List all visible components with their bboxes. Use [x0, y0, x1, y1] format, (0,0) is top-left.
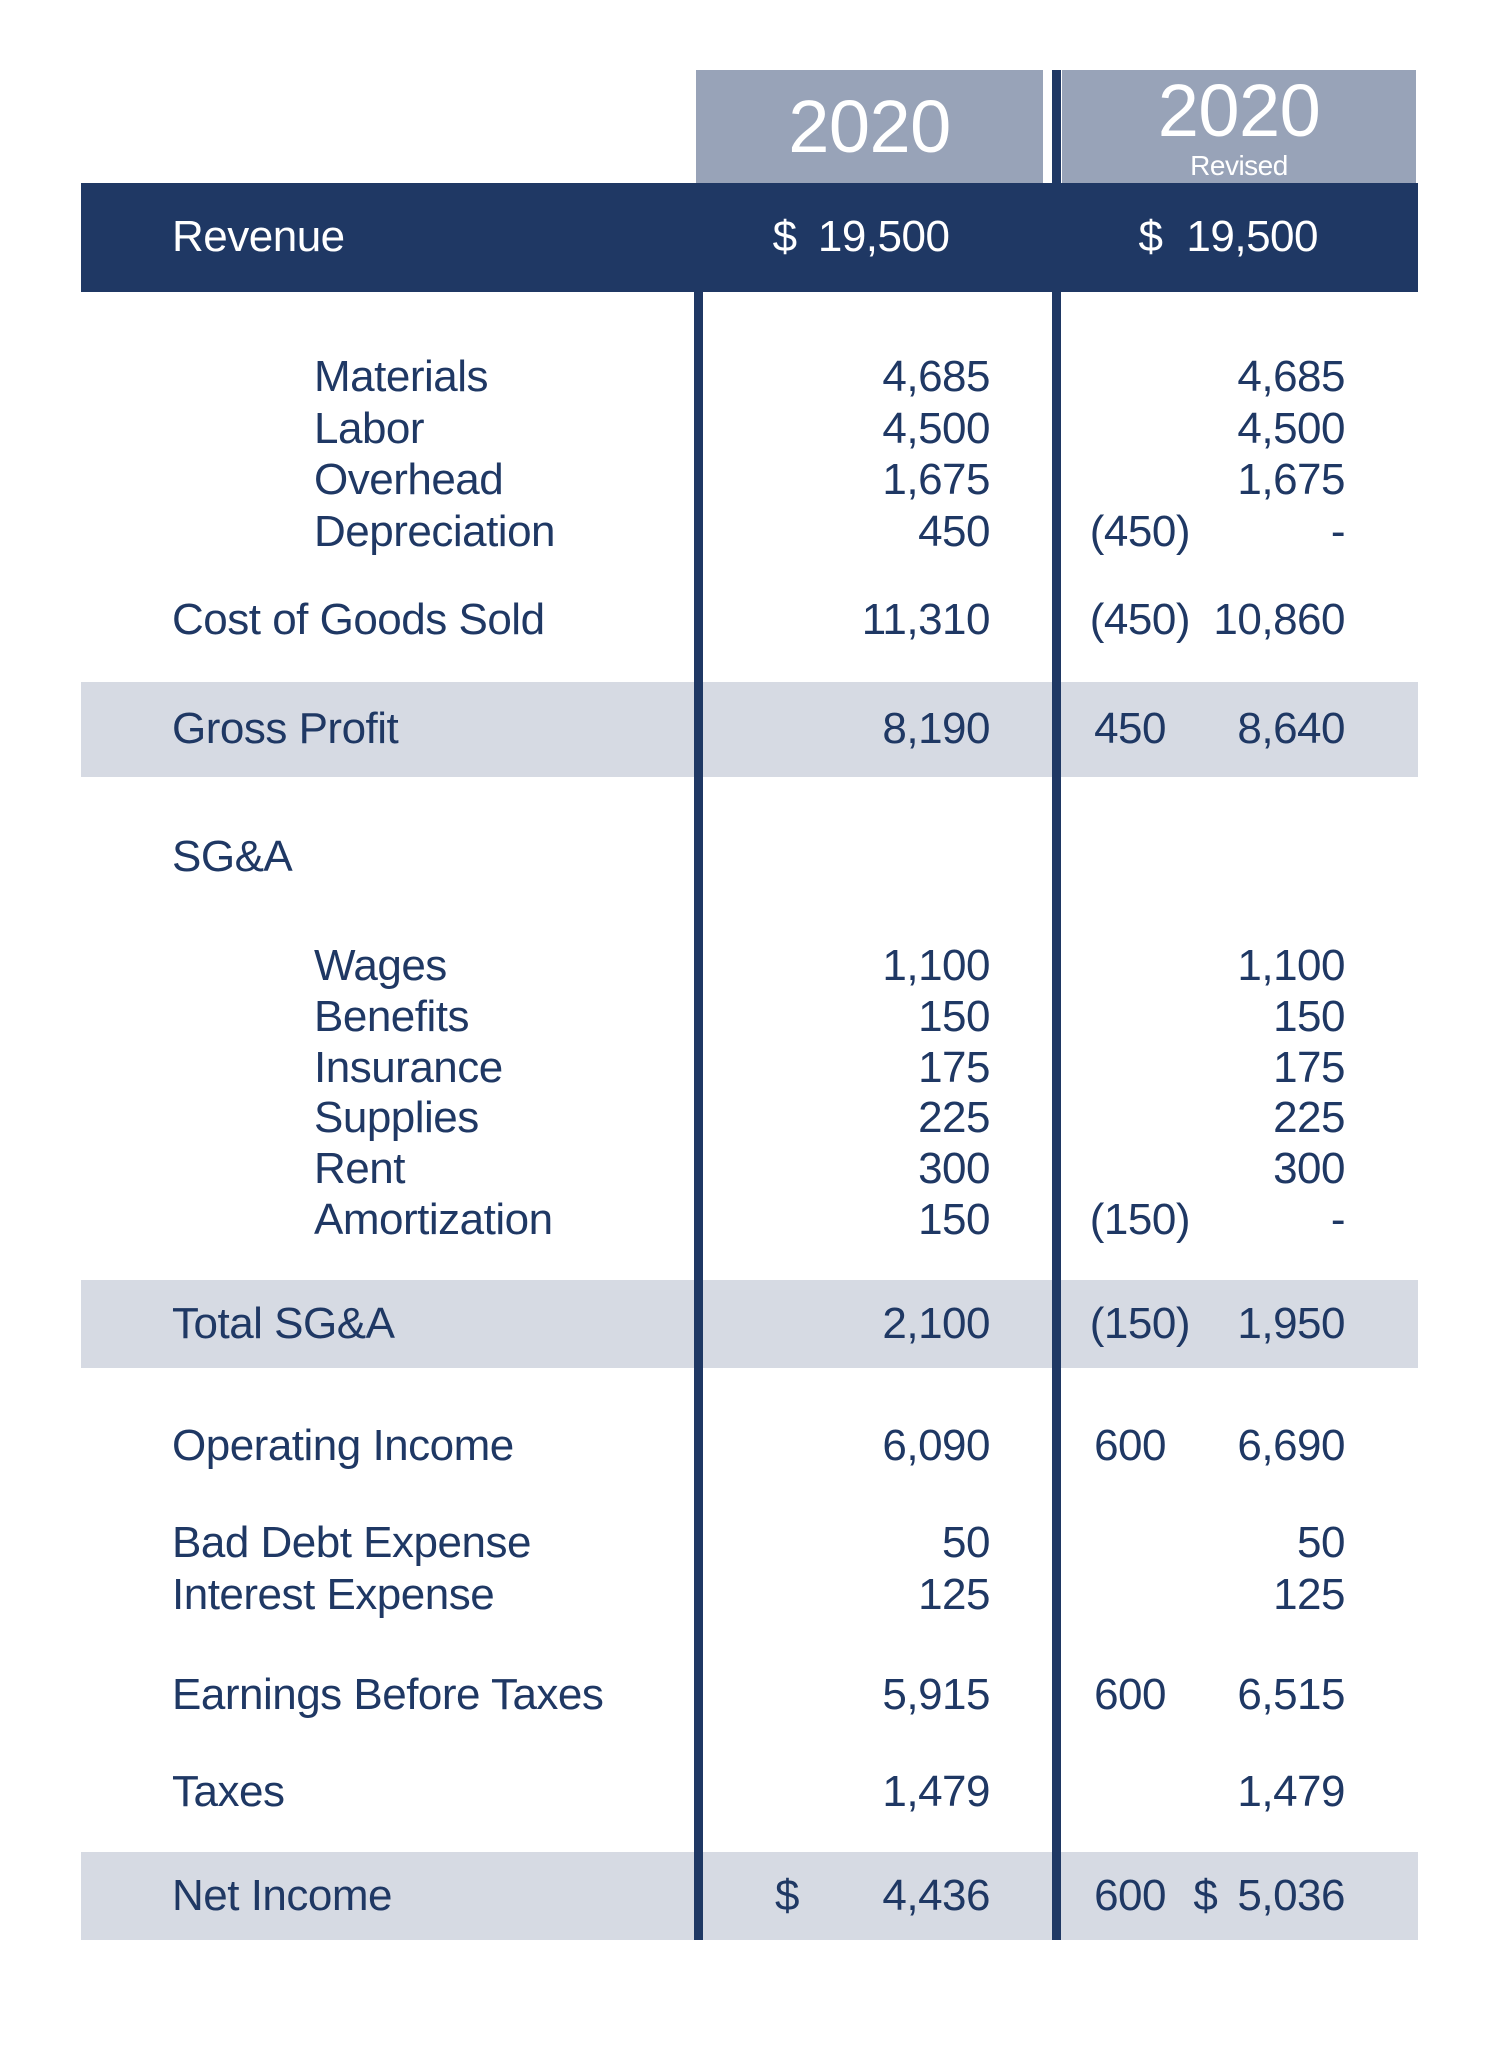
- value-2020: [703, 992, 1052, 1042]
- table-row: [81, 351, 1418, 403]
- amount: 11,310: [861, 595, 990, 644]
- amount: 8,640: [1237, 704, 1345, 753]
- amount: 150: [918, 992, 990, 1041]
- value-2020: [703, 455, 1052, 505]
- value-2020: [703, 1144, 1052, 1194]
- value-revised: [1048, 212, 1418, 262]
- column-header-2020-revised: [1062, 70, 1416, 183]
- table-row-sga-header: [81, 831, 1418, 883]
- amount: 225: [918, 1093, 990, 1142]
- adjustment: 450: [1094, 704, 1166, 753]
- row-label: Rent: [314, 1144, 405, 1193]
- amount: 50: [1297, 1518, 1345, 1567]
- value-revised: [1052, 1871, 1418, 1921]
- value-revised: [1052, 352, 1418, 402]
- table-row: [81, 1092, 1418, 1144]
- adjustment: 600: [1094, 1871, 1166, 1920]
- amount: 1,479: [882, 1767, 990, 1816]
- table-row: [81, 991, 1418, 1043]
- amount: 1,100: [1237, 941, 1345, 990]
- adjustment: 600: [1094, 1670, 1166, 1719]
- table-row: [81, 1766, 1418, 1818]
- amount: 125: [1273, 1570, 1345, 1619]
- table-row-earnings-before-taxes: [81, 1669, 1418, 1721]
- value-revised: [1052, 1767, 1418, 1817]
- row-label: Labor: [314, 404, 425, 453]
- column-header-revised-sublabel: Revised: [1190, 149, 1288, 181]
- column-header-2020-label: 2020: [788, 84, 951, 168]
- row-label: Amortization: [314, 1195, 553, 1244]
- adjustment: (150): [1089, 1195, 1190, 1244]
- value-2020: [703, 352, 1052, 402]
- amount: 19,500: [1186, 212, 1318, 261]
- amount: 450: [918, 507, 990, 556]
- value-2020: [703, 1043, 1052, 1093]
- currency-symbol: $: [772, 212, 797, 261]
- value-revised: [1052, 1299, 1418, 1349]
- row-label: Revenue: [172, 212, 345, 261]
- adjustment: 600: [1094, 1421, 1166, 1470]
- value-2020: [703, 1195, 1052, 1245]
- table-row: [81, 1042, 1418, 1094]
- amount: -: [1330, 1195, 1345, 1244]
- row-label: Overhead: [314, 455, 504, 504]
- row-label: Materials: [314, 352, 488, 401]
- row-label: Total SG&A: [172, 1299, 395, 1348]
- table-row-operating-income: [81, 1420, 1418, 1472]
- amount: 50: [942, 1518, 990, 1567]
- table-row: [81, 940, 1418, 992]
- value-revised: [1052, 1043, 1418, 1093]
- value-2020: [703, 1421, 1052, 1471]
- value-2020: [703, 595, 1052, 645]
- amount: 6,515: [1237, 1670, 1345, 1719]
- value-revised: [1052, 1144, 1418, 1194]
- amount: 4,500: [882, 404, 990, 453]
- table-row-revenue: [81, 211, 1418, 263]
- currency-symbol: $: [1138, 212, 1163, 261]
- value-revised: [1052, 1195, 1418, 1245]
- amount: [1190, 1871, 1418, 1921]
- amount-number: 5,036: [1237, 1871, 1345, 1920]
- value-2020: [703, 1518, 1052, 1568]
- table-row: [81, 403, 1418, 455]
- value-revised: [1052, 1518, 1418, 1568]
- amount: 19,500: [817, 212, 950, 261]
- table-row: [81, 1143, 1418, 1195]
- amount: 175: [918, 1043, 990, 1092]
- amount: 300: [1273, 1144, 1345, 1193]
- row-label: Taxes: [172, 1767, 285, 1816]
- row-label: Depreciation: [314, 507, 556, 556]
- value-revised: [1052, 404, 1418, 454]
- value-revised: [1052, 704, 1418, 754]
- column-header-2020: [696, 70, 1043, 183]
- amount: 8,190: [882, 704, 990, 753]
- row-label: Earnings Before Taxes: [172, 1670, 604, 1719]
- value-revised: [1052, 507, 1418, 557]
- row-label: Bad Debt Expense: [172, 1518, 531, 1567]
- amount: 175: [1273, 1043, 1345, 1092]
- row-label: Insurance: [314, 1043, 503, 1092]
- row-label: Cost of Goods Sold: [172, 595, 545, 644]
- column-header-revised-label: 2020: [1157, 68, 1321, 152]
- value-2020: [703, 507, 1052, 557]
- value-2020: [703, 704, 1052, 754]
- value-revised: [1052, 1093, 1418, 1143]
- amount: 6,690: [1237, 1421, 1345, 1470]
- amount: 150: [918, 1195, 990, 1244]
- row-label: Interest Expense: [172, 1570, 495, 1619]
- table-row-total-sga: [81, 1298, 1418, 1350]
- row-label: Operating Income: [172, 1421, 514, 1470]
- value-revised: [1052, 1421, 1418, 1471]
- table-row: [81, 594, 1418, 646]
- amount: 1,479: [1237, 1767, 1345, 1816]
- amount: 2,100: [882, 1299, 990, 1348]
- currency-symbol: $: [1193, 1871, 1218, 1920]
- amount: 4,685: [882, 352, 990, 401]
- value-revised: [1052, 455, 1418, 505]
- amount: 300: [918, 1144, 990, 1193]
- value-revised: [1052, 992, 1418, 1042]
- row-label: Gross Profit: [172, 704, 399, 753]
- table-row-net-income: [81, 1870, 1418, 1922]
- amount: 1,950: [1237, 1299, 1345, 1348]
- adjustment: (150): [1089, 1299, 1190, 1348]
- amount: 225: [1273, 1093, 1345, 1142]
- table-row: [81, 1517, 1418, 1569]
- table-row-gross-profit: [81, 703, 1418, 755]
- row-label: Benefits: [314, 992, 469, 1041]
- value-revised: [1052, 1570, 1418, 1620]
- table-row: [81, 1569, 1418, 1621]
- row-label: Net Income: [172, 1871, 392, 1920]
- row-label: Wages: [314, 941, 447, 990]
- amount: 1,675: [1237, 455, 1345, 504]
- amount: 1,100: [882, 941, 990, 990]
- value-2020: [703, 941, 1052, 991]
- amount: 4,685: [1237, 352, 1345, 401]
- amount: 150: [1273, 992, 1345, 1041]
- adjustment: (450): [1089, 595, 1190, 644]
- value-2020: [703, 1093, 1052, 1143]
- value-2020: [703, 1299, 1052, 1349]
- value-revised: [1052, 941, 1418, 991]
- value-2020: [701, 212, 1049, 262]
- amount: 5,915: [882, 1670, 990, 1719]
- row-label: SG&A: [172, 832, 293, 881]
- value-revised: [1052, 1670, 1418, 1720]
- adjustment: (450): [1089, 507, 1190, 556]
- value-2020: [703, 1670, 1052, 1720]
- value-2020: [703, 1570, 1052, 1620]
- value-2020: [703, 1871, 1052, 1921]
- table-row: [81, 1194, 1418, 1246]
- currency-symbol: $: [775, 1871, 799, 1920]
- value-2020: [703, 1767, 1052, 1817]
- table-row: [81, 506, 1418, 558]
- value-revised: [1052, 595, 1418, 645]
- amount: 1,675: [882, 455, 990, 504]
- amount: 4,500: [1237, 404, 1345, 453]
- row-label: Supplies: [314, 1093, 479, 1142]
- amount: 4,436: [882, 1871, 990, 1920]
- amount: 6,090: [882, 1421, 990, 1470]
- amount: 10,860: [1213, 595, 1345, 644]
- value-2020: [703, 404, 1052, 454]
- amount: 125: [918, 1570, 990, 1619]
- amount: -: [1330, 507, 1345, 556]
- table-row: [81, 454, 1418, 506]
